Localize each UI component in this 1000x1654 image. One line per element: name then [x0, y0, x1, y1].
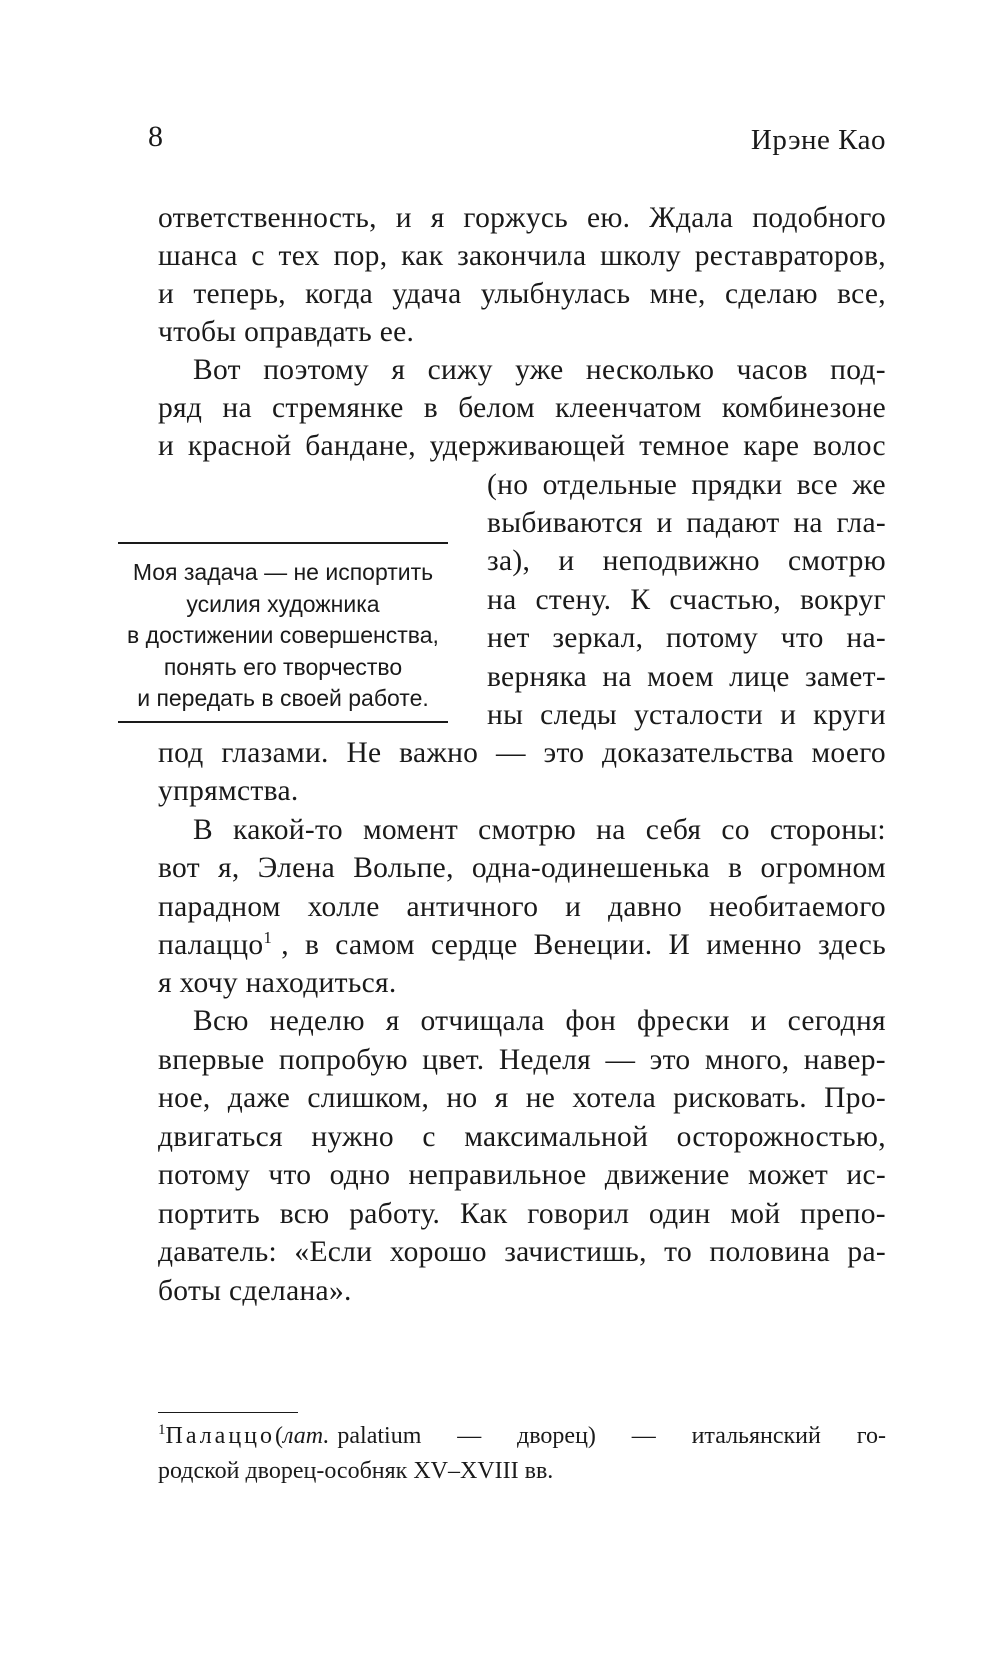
word: Вот [193, 354, 241, 386]
word: — [495, 737, 526, 769]
body-line [158, 428, 886, 464]
word: (но [487, 469, 529, 501]
word: с [251, 240, 265, 272]
word: дворец) [517, 1423, 596, 1449]
word: лице [729, 661, 790, 693]
body-line [487, 582, 886, 618]
word: Не [346, 737, 382, 769]
word: закончила [457, 240, 587, 272]
word: навер- [803, 1044, 886, 1076]
word: мой [730, 1198, 781, 1230]
word: замет- [804, 661, 886, 693]
word: В [193, 814, 213, 846]
word: нужно [311, 1121, 394, 1153]
body-line [487, 697, 886, 733]
word: круги [813, 699, 886, 731]
word: Как [459, 1198, 508, 1230]
body-line [158, 200, 886, 236]
word: что [268, 1159, 312, 1191]
word: доказательства [602, 737, 794, 769]
word: парадном [158, 891, 281, 923]
word: даватель: [158, 1236, 278, 1268]
body-line [487, 543, 886, 579]
word: ра- [847, 1236, 886, 1268]
body-line [158, 735, 886, 771]
word: Вольпе, [353, 852, 454, 884]
word: — [631, 1423, 656, 1449]
word: фрески [637, 1005, 730, 1037]
word: подобного [752, 202, 886, 234]
word: и [656, 507, 673, 539]
word: реставраторов, [694, 240, 886, 272]
body-line [487, 620, 886, 656]
word: волос [813, 430, 886, 462]
word: теперь, [193, 278, 286, 310]
word: улыбнулась [480, 278, 631, 310]
word: под- [830, 354, 886, 386]
word: это [649, 1044, 691, 1076]
word: и [750, 1005, 767, 1037]
word: и [558, 545, 575, 577]
word: темное [639, 430, 730, 462]
word: что [780, 622, 824, 654]
word: , [281, 929, 289, 961]
word: со [721, 814, 750, 846]
word: может [747, 1159, 829, 1191]
word: смотрю [478, 814, 577, 846]
word: следы [540, 699, 618, 731]
word: пор, [333, 240, 388, 272]
word: неправильное [408, 1159, 587, 1191]
word: стремянке [272, 392, 404, 424]
word: верняка [487, 661, 588, 693]
word: на [793, 507, 823, 539]
word: работу. [349, 1198, 441, 1230]
body-line [158, 1080, 886, 1116]
word: моего [811, 737, 886, 769]
word: глазами. [221, 737, 329, 769]
word: падают [686, 507, 780, 539]
word: на [602, 661, 632, 693]
word: на [487, 584, 517, 616]
word: неделю [269, 1005, 365, 1037]
word: необитаемого [708, 891, 886, 923]
word: часов [736, 354, 808, 386]
pullquote-line: в достижении совершенства, [127, 622, 439, 648]
word: и [395, 202, 412, 234]
pullquote-line: усилия художника [186, 590, 380, 617]
word: но [446, 1082, 478, 1114]
word: ряд [158, 392, 203, 424]
word: ное, [158, 1082, 211, 1114]
body-line [158, 1042, 886, 1078]
footnote-lang-abbr: лат. [283, 1423, 330, 1449]
body-line: чтобы оправдать ее. [158, 316, 415, 348]
word: отдельные [542, 469, 678, 501]
word: античного [406, 891, 539, 923]
word: и [780, 699, 797, 731]
word: мне, [649, 278, 706, 310]
footnote-marker: 1 [158, 1422, 166, 1438]
word: «Если [294, 1236, 373, 1268]
body-line: я хочу находиться. [158, 967, 397, 999]
word: все, [837, 278, 886, 310]
word: под [158, 737, 204, 769]
word: самом [335, 929, 415, 961]
word: хотела [572, 1082, 656, 1114]
word: я [391, 354, 406, 386]
word: горжусь [463, 202, 569, 234]
body-line [487, 505, 886, 541]
word: удерживающей [429, 430, 626, 462]
word: Венеции. [533, 929, 653, 961]
word: какой-то [233, 814, 343, 846]
word: рисковать. [673, 1082, 807, 1114]
word: как [401, 240, 444, 272]
body-line: упрямства. [158, 775, 299, 807]
word: потому [158, 1159, 251, 1191]
word: цвет. [422, 1044, 485, 1076]
pullquote-line: и передать в своей работе. [137, 685, 429, 711]
word: стороны: [769, 814, 886, 846]
word: и [565, 891, 582, 923]
word: одна-одинешенька [471, 852, 710, 884]
word: Ждала [649, 202, 734, 234]
word: в [423, 392, 439, 424]
body-line [158, 1234, 886, 1270]
pullquote-top-rule [118, 542, 448, 544]
word: школу [600, 240, 681, 272]
footnote-line: родской дворец-особняк XV–XVIII вв. [158, 1458, 554, 1484]
word: моем [647, 661, 714, 693]
body-line [158, 889, 886, 925]
body-line [158, 1157, 886, 1193]
word: именно [706, 929, 802, 961]
word: вот [158, 852, 200, 884]
word-palazzo: палаццо [158, 929, 264, 961]
word: смотрю [788, 545, 886, 577]
word: клеенчатом [555, 392, 702, 424]
word: отчищала [420, 1005, 545, 1037]
footnote-term: Палаццо [165, 1423, 276, 1449]
word: даже [227, 1082, 291, 1114]
word: сердце [430, 929, 518, 961]
word: выбиваются [487, 507, 643, 539]
word: ответственность, [158, 202, 377, 234]
word: И [668, 929, 691, 961]
footnote-reference: 1 [263, 928, 273, 948]
word: зеркал, [552, 622, 644, 654]
word: нет [487, 622, 530, 654]
word: удача [392, 278, 462, 310]
word: — [457, 1423, 482, 1449]
word: момент [362, 814, 459, 846]
word: когда [305, 278, 373, 310]
word: половина [709, 1236, 831, 1268]
word: неподвижно [602, 545, 760, 577]
word: все [796, 469, 838, 501]
word: огромном [760, 852, 886, 884]
word: давно [608, 891, 683, 923]
word: ис- [846, 1159, 886, 1191]
word: и [158, 430, 175, 462]
word: слишком, [307, 1082, 430, 1114]
body-line-with-footnote [158, 927, 886, 963]
body-line [487, 467, 886, 503]
word: сижу [427, 354, 493, 386]
word: бандане, [305, 430, 416, 462]
word: каре [743, 430, 800, 462]
word: в [304, 929, 320, 961]
word: потому [665, 622, 759, 654]
word: зачистишь, [504, 1236, 647, 1268]
word: много, [704, 1044, 790, 1076]
pullquote-line: понять его творчество [163, 653, 403, 680]
word: максимальной [464, 1121, 649, 1153]
body-line [158, 390, 886, 426]
word: говорил [527, 1198, 630, 1230]
body-line [193, 812, 886, 848]
word: Элена [257, 852, 336, 884]
body-line-rest [281, 927, 886, 963]
word: портить [158, 1198, 261, 1230]
word: я [494, 1082, 509, 1114]
word: Всю [193, 1005, 249, 1037]
page-number: 8 [148, 120, 163, 153]
word: фон [565, 1005, 617, 1037]
word: же [852, 469, 886, 501]
word: препо- [800, 1198, 886, 1230]
word: я, [218, 852, 240, 884]
word: важно [399, 737, 479, 769]
word: красной [187, 430, 292, 462]
body-line [487, 659, 886, 695]
word: тех [278, 240, 320, 272]
word: Про- [824, 1082, 886, 1114]
footnote-rest [337, 1418, 886, 1454]
word: себя [645, 814, 702, 846]
word: здесь [817, 929, 886, 961]
body-line [158, 1196, 886, 1232]
word: вокруг [800, 584, 886, 616]
word: я [385, 1005, 400, 1037]
word: сегодня [787, 1005, 886, 1037]
word: холле [307, 891, 380, 923]
word: и [158, 278, 175, 310]
word: на- [846, 622, 886, 654]
word: palatium [337, 1423, 422, 1449]
word: белом [458, 392, 535, 424]
word: стену. [535, 584, 612, 616]
body-line [158, 276, 886, 312]
body-line [193, 352, 886, 388]
word: итальянский [691, 1423, 821, 1449]
body-line: боты сделана». [158, 1275, 352, 1307]
word: сделаю [724, 278, 818, 310]
body-line [158, 850, 886, 886]
footnote-line: $^1$Палаццо (лат. palatium — дворец) — итальянский го- [158, 1418, 886, 1454]
word: усталости [633, 699, 764, 731]
word: за), [487, 545, 531, 577]
word: хорошо [389, 1236, 487, 1268]
word: попробую [278, 1044, 408, 1076]
word: то [664, 1236, 692, 1268]
word: поэтому [263, 354, 369, 386]
word: в [728, 852, 743, 884]
word: Неделя [498, 1044, 592, 1076]
word: ею. [586, 202, 631, 234]
word: счастью, [669, 584, 782, 616]
pullquote-bottom-rule [118, 721, 448, 723]
body-line [158, 1119, 886, 1155]
word: К [630, 584, 651, 616]
word: одно [329, 1159, 391, 1191]
word: прядки [691, 469, 783, 501]
word: я [430, 202, 445, 234]
word: движение [604, 1159, 730, 1191]
word: комбинезоне [721, 392, 886, 424]
word: не [525, 1082, 556, 1114]
word: — [605, 1044, 636, 1076]
word: с [422, 1121, 436, 1153]
word: всю [279, 1198, 330, 1230]
body-line [158, 238, 886, 274]
footnote-separator [158, 1412, 298, 1413]
word: впервые [158, 1044, 265, 1076]
word: шанса [158, 240, 238, 272]
word: это [543, 737, 585, 769]
word: на [596, 814, 626, 846]
body-line [193, 1003, 886, 1039]
pullquote [112, 557, 454, 715]
word: го- [856, 1423, 886, 1449]
word: несколько [585, 354, 715, 386]
word: уже [515, 354, 564, 386]
word: двигаться [158, 1121, 283, 1153]
running-header-author: Ирэне Као [750, 124, 886, 156]
word: гла- [836, 507, 886, 539]
word: осторожностью, [676, 1121, 886, 1153]
word: ны [487, 699, 524, 731]
word: на [222, 392, 252, 424]
pullquote-line: Моя задача — не испортить [132, 559, 434, 585]
word: один [648, 1198, 711, 1230]
